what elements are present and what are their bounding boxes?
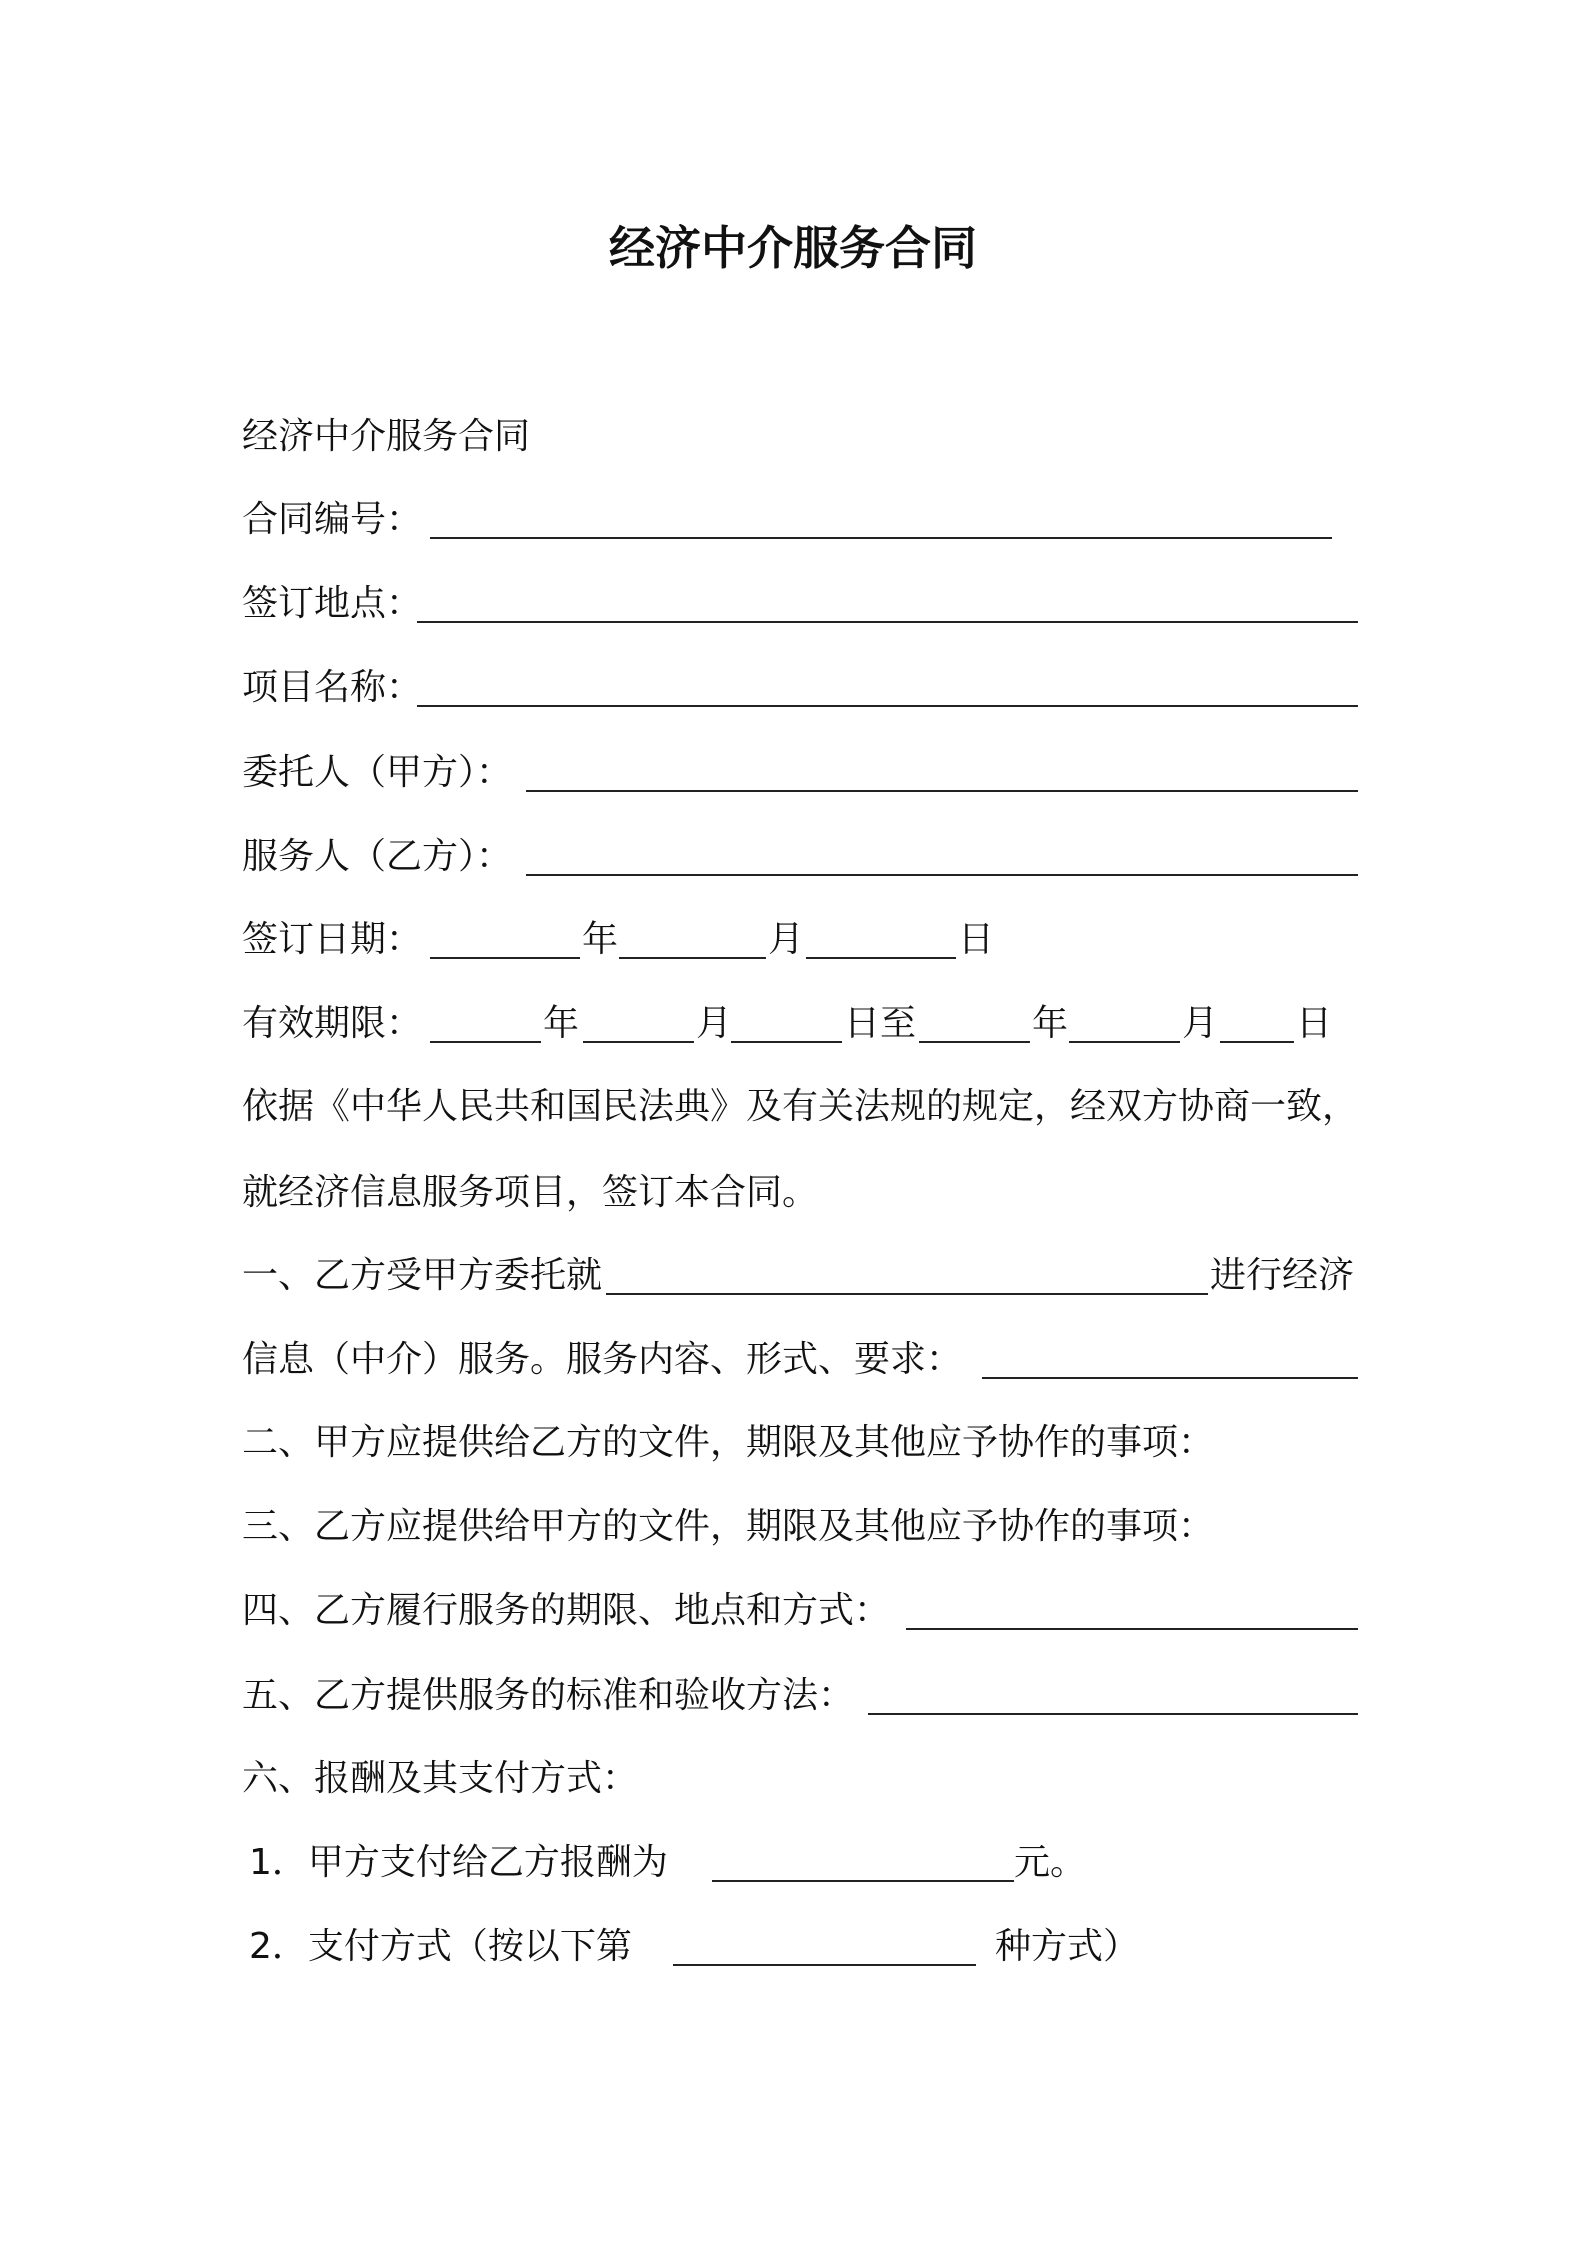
validity-row — [0, 1002, 1586, 1046]
clause1-text-a: 一、乙方受甲方委托就 — [242, 1255, 603, 1296]
day-to-label: 日至 — [844, 1003, 917, 1044]
sign-day-field[interactable] — [806, 918, 956, 959]
start-day-field[interactable] — [731, 1002, 842, 1043]
provider-field[interactable] — [526, 835, 1358, 876]
project-name-field[interactable] — [417, 666, 1358, 707]
clause6-row — [0, 1757, 1586, 1801]
year-label: 年 — [1032, 1003, 1069, 1044]
project-name-label: 项目名称： — [242, 667, 423, 708]
contract-no-row — [0, 498, 1586, 542]
clause1-field[interactable] — [606, 1254, 1208, 1295]
service-content-field[interactable] — [982, 1338, 1358, 1379]
client-label: 委托人（甲方）： — [242, 752, 513, 793]
sign-date-row — [0, 918, 1586, 962]
payment-method-field[interactable] — [673, 1925, 976, 1966]
start-year-field[interactable] — [430, 1002, 541, 1043]
sign-place-row — [0, 582, 1586, 626]
sign-place-field[interactable] — [417, 582, 1358, 623]
sign-place-label: 签订地点： — [242, 583, 423, 624]
item1-row — [0, 1841, 1586, 1885]
clause4-field[interactable] — [906, 1589, 1358, 1630]
fee-amount-field[interactable] — [712, 1841, 1014, 1882]
basis-text-2: 就经济信息服务项目，签订本合同。 — [242, 1172, 819, 1213]
item2-text: 2．支付方式（按以下第 — [249, 1926, 632, 1967]
provider-row — [0, 835, 1586, 879]
clause2-row — [0, 1421, 1586, 1465]
year-label: 年 — [582, 919, 619, 960]
clause1-text-b: 进行经济 — [1210, 1255, 1355, 1296]
clause4-row — [0, 1589, 1586, 1633]
subtitle: 经济中介服务合同 — [242, 416, 531, 457]
subtitle-row — [0, 415, 1586, 459]
day-label: 日 — [1296, 1003, 1333, 1044]
clause5-text: 五、乙方提供服务的标准和验收方法： — [242, 1675, 855, 1716]
month-label: 月 — [768, 919, 805, 960]
sign-month-field[interactable] — [619, 918, 766, 959]
start-month-field[interactable] — [583, 1002, 694, 1043]
item2-text-b: 种方式） — [995, 1926, 1140, 1967]
sign-date-label: 签订日期： — [242, 919, 423, 960]
contract-no-field[interactable] — [430, 498, 1332, 539]
basis-text-1: 依据《中华人民共和国民法典》及有关法规的规定，经双方协商一致， — [242, 1086, 1359, 1127]
clause1-row-2 — [0, 1338, 1586, 1382]
basis-row-1 — [0, 1085, 1586, 1129]
end-day-field[interactable] — [1220, 1002, 1294, 1043]
clause3-text: 三、乙方应提供给甲方的文件，期限及其他应予协作的事项： — [242, 1506, 1215, 1547]
clause1-text-c: 信息（中介）服务。服务内容、形式、要求： — [242, 1339, 963, 1380]
month-label: 月 — [696, 1003, 733, 1044]
contract-no-label: 合同编号： — [242, 499, 423, 540]
month-label: 月 — [1182, 1003, 1219, 1044]
client-row — [0, 751, 1586, 795]
yuan-label: 元。 — [1014, 1842, 1087, 1883]
clause1-row — [0, 1254, 1586, 1298]
document-title: 经济中介服务合同 — [609, 221, 977, 275]
clause2-text: 二、甲方应提供给乙方的文件，期限及其他应予协作的事项： — [242, 1422, 1215, 1463]
end-month-field[interactable] — [1069, 1002, 1180, 1043]
client-field[interactable] — [526, 751, 1358, 792]
year-label: 年 — [543, 1003, 580, 1044]
sign-year-field[interactable] — [430, 918, 580, 959]
item2-row — [0, 1925, 1586, 1969]
clause5-field[interactable] — [868, 1674, 1358, 1715]
item1-text: 1．甲方支付给乙方报酬为 — [249, 1842, 668, 1883]
validity-label: 有效期限： — [242, 1003, 423, 1044]
clause3-row — [0, 1505, 1586, 1549]
clause6-text: 六、报酬及其支付方式： — [242, 1758, 639, 1799]
day-label: 日 — [958, 919, 995, 960]
provider-label: 服务人（乙方）： — [242, 836, 513, 877]
end-year-field[interactable] — [919, 1002, 1030, 1043]
basis-row-2 — [0, 1171, 1586, 1215]
project-name-row — [0, 666, 1586, 710]
clause5-row — [0, 1674, 1586, 1718]
clause4-text: 四、乙方履行服务的期限、地点和方式： — [242, 1590, 891, 1631]
